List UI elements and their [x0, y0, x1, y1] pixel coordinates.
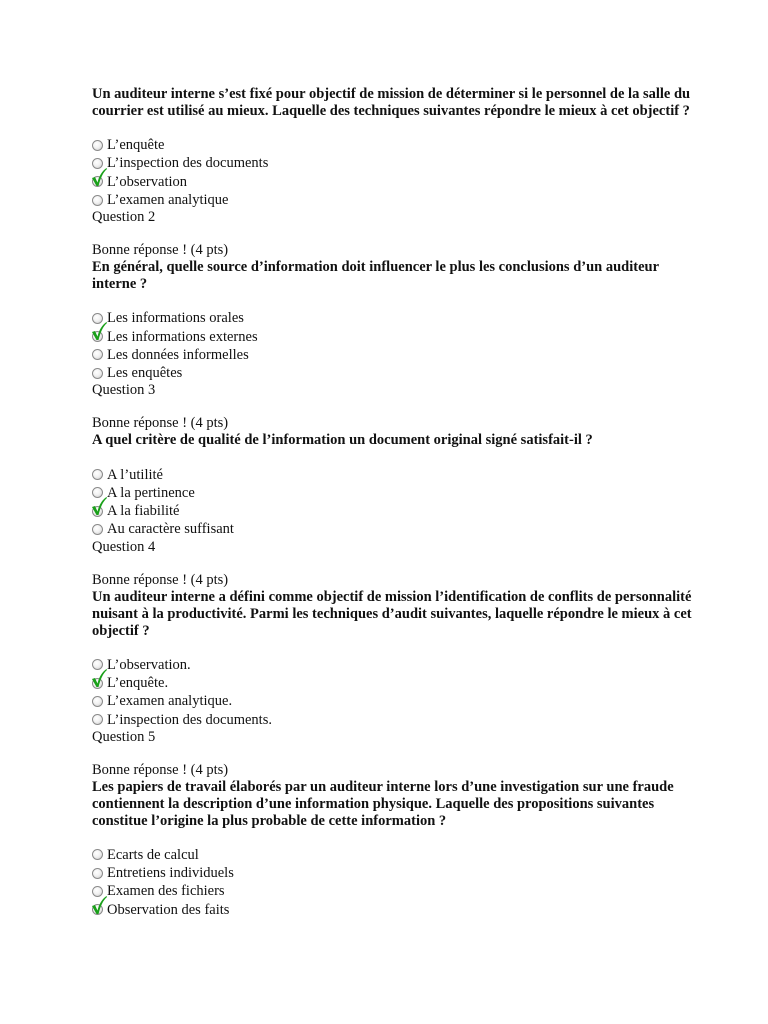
answer-option[interactable]: [92, 502, 692, 520]
answer-options: [92, 136, 692, 209]
answer-options: [92, 846, 692, 919]
question-block: [92, 415, 692, 555]
option-label: L’observation.: [107, 656, 191, 673]
option-label: Examen des fichiers: [107, 883, 225, 900]
question-text: Un auditeur interne a défini comme objectif de mission l’identification de conflits de personnalité nuisant à la productivité. Parmi les techniques d’audit suivantes, laquelle répondre le mieux à cet objectif ?: [92, 588, 692, 639]
option-label: L’examen analytique: [107, 192, 229, 209]
option-label: Les informations orales: [107, 310, 244, 327]
answer-feedback: Bonne réponse ! (4 pts): [92, 242, 229, 259]
option-label: L’inspection des documents: [107, 155, 269, 172]
answer-option[interactable]: [92, 656, 692, 674]
answer-option[interactable]: [92, 136, 692, 154]
radio-icon[interactable]: [92, 524, 103, 535]
radio-icon[interactable]: [92, 868, 103, 879]
option-label: L’examen analytique.: [107, 693, 233, 710]
question-number: Question 2: [92, 209, 156, 226]
radio-icon[interactable]: [92, 659, 103, 670]
question-text: En général, quelle source d’information doit influencer le plus les conclusions d’un auditeur interne ?: [92, 259, 659, 293]
question-block: [92, 572, 692, 746]
answer-option[interactable]: [92, 692, 692, 710]
quiz-page: [92, 86, 692, 919]
question-number: Question 5: [92, 728, 156, 745]
question-text: Les papiers de travail élaborés par un auditeur interne lors d’une investigation sur une fraude contiennent la description d’une information physique. Laquelle des propositions suivantes constitue l’origine la plus probable de cette information ?: [92, 778, 674, 829]
option-label: Au caractère suffisant: [107, 521, 234, 538]
answer-option[interactable]: [92, 901, 692, 919]
option-label: L’observation: [107, 173, 188, 190]
option-label: Observation des faits: [107, 901, 230, 918]
radio-icon[interactable]: [92, 195, 103, 206]
question-block: [92, 242, 692, 399]
radio-icon[interactable]: [92, 313, 103, 324]
option-label: A l’utilité: [107, 466, 163, 483]
radio-icon[interactable]: [92, 487, 103, 498]
radio-icon[interactable]: [92, 140, 103, 151]
radio-icon[interactable]: [92, 368, 103, 379]
answer-options: [92, 465, 692, 538]
option-label: Les informations externes: [107, 328, 258, 345]
answer-option[interactable]: [92, 674, 692, 692]
radio-icon[interactable]: [92, 349, 103, 360]
answer-option[interactable]: [92, 710, 692, 728]
radio-icon[interactable]: [92, 904, 103, 915]
option-label: A la pertinence: [107, 484, 195, 501]
option-label: L’enquête: [107, 137, 165, 154]
answer-option[interactable]: [92, 191, 692, 209]
option-label: L’enquête.: [107, 675, 169, 691]
answer-option[interactable]: [92, 484, 692, 502]
answer-option[interactable]: [92, 520, 692, 538]
answer-options: [92, 656, 692, 729]
option-label: Entretiens individuels: [107, 865, 234, 882]
radio-icon[interactable]: [92, 886, 103, 897]
answer-option[interactable]: [92, 465, 692, 483]
radio-icon[interactable]: [92, 696, 103, 707]
answer-option[interactable]: [92, 364, 692, 382]
option-label: L’inspection des documents.: [107, 711, 272, 728]
answer-options: [92, 309, 692, 382]
question-text: A quel critère de qualité de l’information un document original signé satisfait-il ?: [92, 432, 593, 449]
answer-feedback: Bonne réponse ! (4 pts): [92, 415, 229, 432]
radio-icon[interactable]: [92, 158, 103, 169]
answer-option[interactable]: [92, 864, 692, 882]
option-label: Les données informelles: [107, 346, 249, 363]
question-number: Question 4: [92, 538, 156, 555]
answer-option[interactable]: [92, 346, 692, 364]
radio-icon[interactable]: [92, 469, 103, 480]
radio-icon[interactable]: [92, 678, 103, 689]
answer-option[interactable]: [92, 309, 692, 327]
answer-option[interactable]: [92, 882, 692, 900]
answer-option[interactable]: [92, 846, 692, 864]
option-label: Les enquêtes: [107, 365, 183, 382]
question-block: [92, 86, 692, 226]
option-label: A la fiabilité: [107, 503, 180, 520]
answer-feedback: Bonne réponse ! (4 pts): [92, 571, 229, 588]
radio-icon[interactable]: [92, 714, 103, 725]
radio-icon[interactable]: [92, 849, 103, 860]
radio-icon[interactable]: [92, 506, 103, 517]
question-number: Question 3: [92, 382, 156, 399]
radio-icon[interactable]: [92, 176, 103, 187]
answer-option[interactable]: [92, 327, 692, 345]
question-block: [92, 762, 692, 919]
answer-option[interactable]: [92, 154, 692, 172]
answer-feedback: Bonne réponse ! (4 pts): [92, 761, 229, 778]
answer-option[interactable]: [92, 173, 692, 191]
radio-icon[interactable]: [92, 331, 103, 342]
option-label: Ecarts de calcul: [107, 846, 199, 863]
question-text: Un auditeur interne s’est fixé pour objectif de mission de déterminer si le personnel de la salle du courrier est utilisé au mieux. Laquelle des techniques suivantes répondre le mieux à cet objectif ?: [92, 86, 691, 119]
